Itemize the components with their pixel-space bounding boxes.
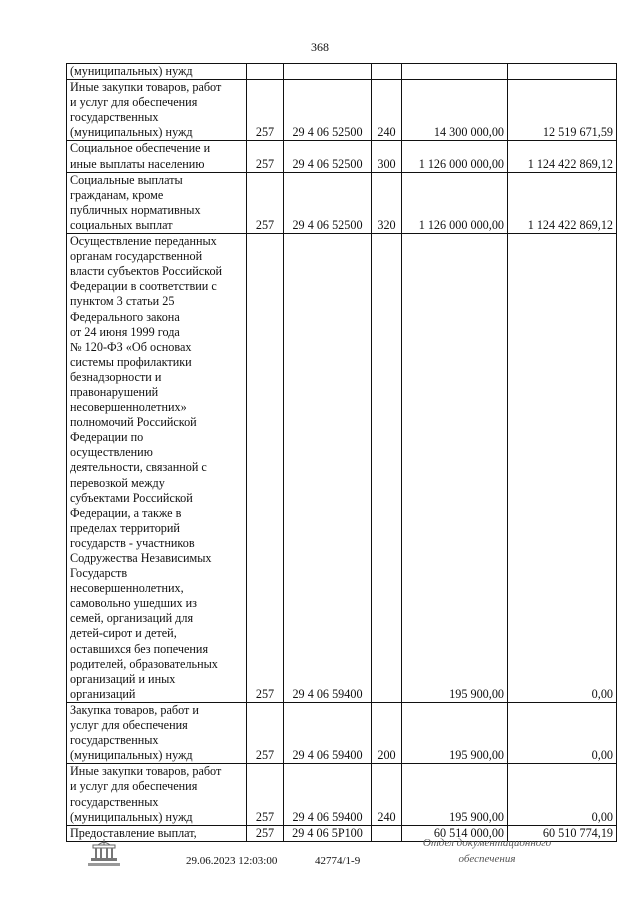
cell-vr: 240 xyxy=(372,80,402,141)
cell-ved: 257 xyxy=(247,825,284,841)
cell-fact: 1 124 422 869,12 xyxy=(508,172,617,233)
cell-ved xyxy=(247,64,284,80)
cell-plan: 14 300 000,00 xyxy=(402,80,508,141)
cell-csr xyxy=(284,64,372,80)
cell-csr: 29 4 06 59400 xyxy=(284,234,372,703)
cell-ved: 257 xyxy=(247,764,284,825)
cell-ved: 257 xyxy=(247,172,284,233)
cell-vr: 200 xyxy=(372,702,402,763)
cell-plan xyxy=(402,64,508,80)
cell-fact: 1 124 422 869,12 xyxy=(508,141,617,172)
cell-fact: 60 510 774,19 xyxy=(508,825,617,841)
cell-name: (муниципальных) нужд xyxy=(67,64,247,80)
cell-csr: 29 4 06 52500 xyxy=(284,172,372,233)
cell-vr xyxy=(372,64,402,80)
table-row xyxy=(67,141,617,172)
table-row xyxy=(67,234,617,703)
cell-csr: 29 4 06 59400 xyxy=(284,764,372,825)
page-number: 368 xyxy=(311,40,329,54)
table-row xyxy=(67,702,617,763)
cell-name: Социальные выплаты гражданам, кроме публичных нормативных социальных выплат xyxy=(67,172,247,233)
cell-plan: 1 126 000 000,00 xyxy=(402,141,508,172)
department-stamp-line1: Отдел документационного xyxy=(422,837,552,849)
cell-plan: 195 900,00 xyxy=(402,764,508,825)
cell-ved: 257 xyxy=(247,80,284,141)
cell-name: Осуществление переданных органам государственной власти субъектов Российской Федерации в соответствии с пунктом 3 статьи 25 Федерального закона от 24 июня 1999 года № 120-ФЗ «Об основах системы профилактики безнадзорности и правонарушений несовершеннолетних» полномочий Российской Федерации по осуществлению деятельности, связанной с перевозкой между субъектами Российской Федерации, а также в пределах территорий государств - участников Содружества Независимых Государств несовершеннолетних, самовольно ушедших из семей, организаций для детей-сирот и детей, оставшихся без попечения родителей, образовательных организаций и иных организаций xyxy=(67,234,247,703)
cell-name: Иные закупки товаров, работ и услуг для обеспечения государственных (муниципальных) нужд xyxy=(67,80,247,141)
cell-csr: 29 4 06 5Р100 xyxy=(284,825,372,841)
table-row xyxy=(67,64,617,80)
cell-vr: 240 xyxy=(372,764,402,825)
cell-fact: 12 519 671,59 xyxy=(508,80,617,141)
cell-name: Предоставление выплат, xyxy=(67,825,247,841)
cell-plan: 195 900,00 xyxy=(402,702,508,763)
department-stamp xyxy=(402,836,572,866)
cell-fact: 0,00 xyxy=(508,234,617,703)
cell-vr xyxy=(372,234,402,703)
cell-csr: 29 4 06 52500 xyxy=(284,141,372,172)
footer-doc-code: 42774/1-9 xyxy=(315,855,361,867)
cell-csr: 29 4 06 59400 xyxy=(284,702,372,763)
cell-plan: 60 514 000,00 xyxy=(402,825,508,841)
cell-fact: 0,00 xyxy=(508,764,617,825)
table-row xyxy=(67,764,617,825)
cell-ved: 257 xyxy=(247,234,284,703)
cell-vr: 300 xyxy=(372,141,402,172)
cell-name: Социальное обеспечение и иные выплаты населению xyxy=(67,141,247,172)
cell-fact xyxy=(508,64,617,80)
cell-ved: 257 xyxy=(247,702,284,763)
cell-ved: 257 xyxy=(247,141,284,172)
cell-plan: 195 900,00 xyxy=(402,234,508,703)
table-row xyxy=(67,80,617,141)
budget-table xyxy=(66,63,617,842)
cell-vr xyxy=(372,825,402,841)
cell-name: Иные закупки товаров, работ и услуг для обеспечения государственных (муниципальных) нужд xyxy=(67,764,247,825)
table-body xyxy=(67,64,617,842)
cell-csr: 29 4 06 52500 xyxy=(284,80,372,141)
footer-datetime: 29.06.2023 12:03:00 xyxy=(186,855,278,867)
cell-vr: 320 xyxy=(372,172,402,233)
table-row xyxy=(67,172,617,233)
cell-plan: 1 126 000 000,00 xyxy=(402,172,508,233)
cell-fact: 0,00 xyxy=(508,702,617,763)
duma-emblem-icon xyxy=(82,836,126,868)
department-stamp-line2: обеспечения xyxy=(458,853,516,865)
cell-name: Закупка товаров, работ и услуг для обеспечения государственных (муниципальных) нужд xyxy=(67,702,247,763)
